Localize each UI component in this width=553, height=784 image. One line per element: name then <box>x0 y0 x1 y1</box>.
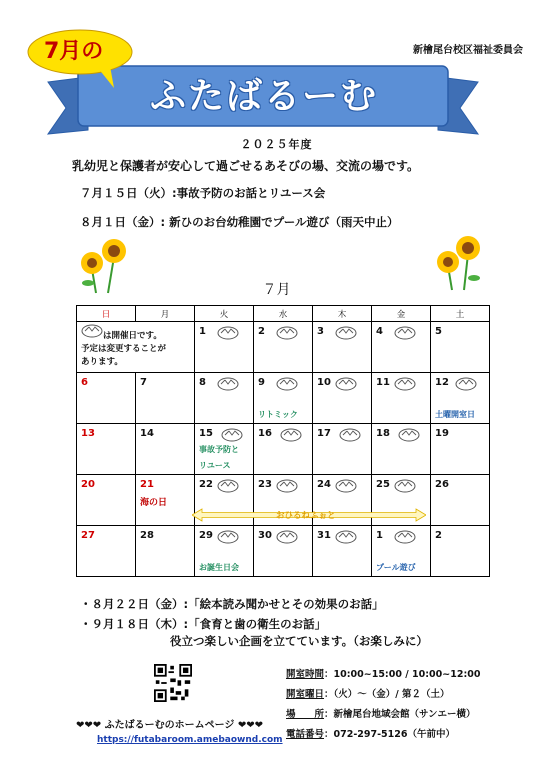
day-cell: 14 <box>136 424 195 475</box>
calendar-week <box>77 373 490 424</box>
calendar-note: は開催日です。 予定は変更することが あります。 <box>81 324 201 369</box>
weekday-header-row <box>77 306 490 322</box>
day-cell: 19 <box>431 424 490 475</box>
organization-name: 新檜尾台校区福祉委員会 <box>413 45 523 56</box>
open-day-mark-icon <box>217 479 239 493</box>
open-day-mark-icon <box>217 377 239 391</box>
weekday-fri: 金 <box>372 306 431 322</box>
day-cell: 23 <box>254 475 313 526</box>
weekday-thu: 木 <box>313 306 372 322</box>
month-badge: 7月の <box>44 39 104 64</box>
day-cell: 26 <box>431 475 490 526</box>
day-cell: 17 <box>313 424 372 475</box>
info-line: 電話番号：072-297-5126（午前中） <box>286 729 456 740</box>
event-label: お誕生日会 <box>199 563 239 572</box>
open-day-mark-icon <box>276 326 298 340</box>
event-line: ８月１日（金）: 新ひのお台幼稚園でプール遊び（雨天中止） <box>80 215 399 229</box>
day-cell: 18 <box>372 424 431 475</box>
day-cell: 22 <box>195 475 254 526</box>
day-cell: 1 プール遊び <box>372 526 431 577</box>
weekday-tue: 火 <box>195 306 254 322</box>
day-cell: 4 <box>372 322 431 373</box>
day-cell: 3 <box>313 322 372 373</box>
info-line: 場 所：新檜尾台地域会館（サンエー横） <box>286 709 476 720</box>
calendar-week <box>77 424 490 475</box>
day-cell: 1 <box>195 322 254 373</box>
weekday-sun: 日 <box>77 306 136 322</box>
weekday-sat: 土 <box>431 306 490 322</box>
calendar-title: ７月 <box>262 282 291 298</box>
open-day-mark-icon <box>335 377 357 391</box>
info-line: 開室曜日：（火）～（金）/ 第２（土） <box>286 689 450 700</box>
day-cell: 15 事故予防と リユース <box>195 424 254 475</box>
open-day-mark-icon <box>455 377 477 391</box>
holiday-label: 海の日 <box>140 498 168 508</box>
homepage-label: ❤❤❤ ふたばるーむのホームページ ❤❤❤ <box>76 720 264 731</box>
weekday-mon: 月 <box>136 306 195 322</box>
upcoming-event: ・９月１８日（木）:「食育と歯の衛生のお話」 <box>80 617 327 631</box>
day-cell: 27 <box>77 526 136 577</box>
open-day-mark-icon <box>335 479 357 493</box>
day-cell: 7 <box>136 373 195 424</box>
calendar-week <box>77 526 490 577</box>
open-day-mark-icon <box>221 428 243 442</box>
open-day-mark-icon <box>335 326 357 340</box>
day-cell: 24 <box>313 475 372 526</box>
info-line: 開室時間：10:00~15:00 / 10:00~12:00 <box>286 669 481 680</box>
open-day-mark-icon <box>394 479 416 493</box>
day-cell: 12 土曜開室日 <box>431 373 490 424</box>
day-cell: 6 <box>77 373 136 424</box>
open-day-mark-icon <box>394 530 416 544</box>
planning-note: 役立つ楽しい企画を立てています。（お楽しみに） <box>170 634 428 648</box>
event-label: プール遊び <box>376 563 416 572</box>
event-line: ７月１５日（火）:事故予防のお話とリユース会 <box>80 186 326 200</box>
page-title: ふたばるーむ <box>150 76 379 117</box>
calendar <box>76 305 490 577</box>
day-cell: 20 <box>77 475 136 526</box>
day-cell: 13 <box>77 424 136 475</box>
event-label: リユース <box>199 461 231 470</box>
open-day-mark-icon <box>276 377 298 391</box>
open-day-mark-icon <box>217 326 239 340</box>
day-cell: 2 <box>254 322 313 373</box>
event-label: リトミック <box>258 410 298 419</box>
day-cell: 25 <box>372 475 431 526</box>
fiscal-year: ２０２５年度 <box>240 138 313 151</box>
day-cell: 11 <box>372 373 431 424</box>
weekday-wed: 水 <box>254 306 313 322</box>
event-label: おひるねふぉと <box>276 511 336 521</box>
day-cell: 5 <box>431 322 490 373</box>
event-label: 土曜開室日 <box>435 410 475 419</box>
homepage-link[interactable]: https://futabaroom.amebaownd.com <box>97 735 283 745</box>
day-cell: 21 海の日 <box>136 475 195 526</box>
open-day-mark-icon <box>335 530 357 544</box>
day-cell: 9 リトミック <box>254 373 313 424</box>
open-day-mark-icon <box>280 428 302 442</box>
open-day-mark-icon <box>398 428 420 442</box>
day-cell: 31 <box>313 526 372 577</box>
day-cell: 28 <box>136 526 195 577</box>
calendar-note-cell <box>77 322 195 373</box>
qr-code-icon <box>154 664 192 702</box>
open-day-mark-icon <box>81 324 103 335</box>
open-day-mark-icon <box>339 428 361 442</box>
open-day-mark-icon <box>276 479 298 493</box>
open-day-mark-icon <box>276 530 298 544</box>
day-cell: 2 <box>431 526 490 577</box>
intro-text: 乳幼児と保護者が安心して過ごせるあそびの場、交流の場です。 <box>72 159 420 173</box>
day-cell: 8 <box>195 373 254 424</box>
open-day-mark-icon <box>217 530 239 544</box>
day-cell: 10 <box>313 373 372 424</box>
open-day-mark-icon <box>394 326 416 340</box>
upcoming-event: ・８月２２日（金）:「絵本読み聞かせとその効果のお話」 <box>80 597 384 611</box>
open-day-mark-icon <box>394 377 416 391</box>
event-label: 事故予防と <box>199 445 239 454</box>
day-cell: 30 <box>254 526 313 577</box>
calendar-week <box>77 322 490 373</box>
day-cell: 16 <box>254 424 313 475</box>
day-cell: 29 お誕生日会 <box>195 526 254 577</box>
